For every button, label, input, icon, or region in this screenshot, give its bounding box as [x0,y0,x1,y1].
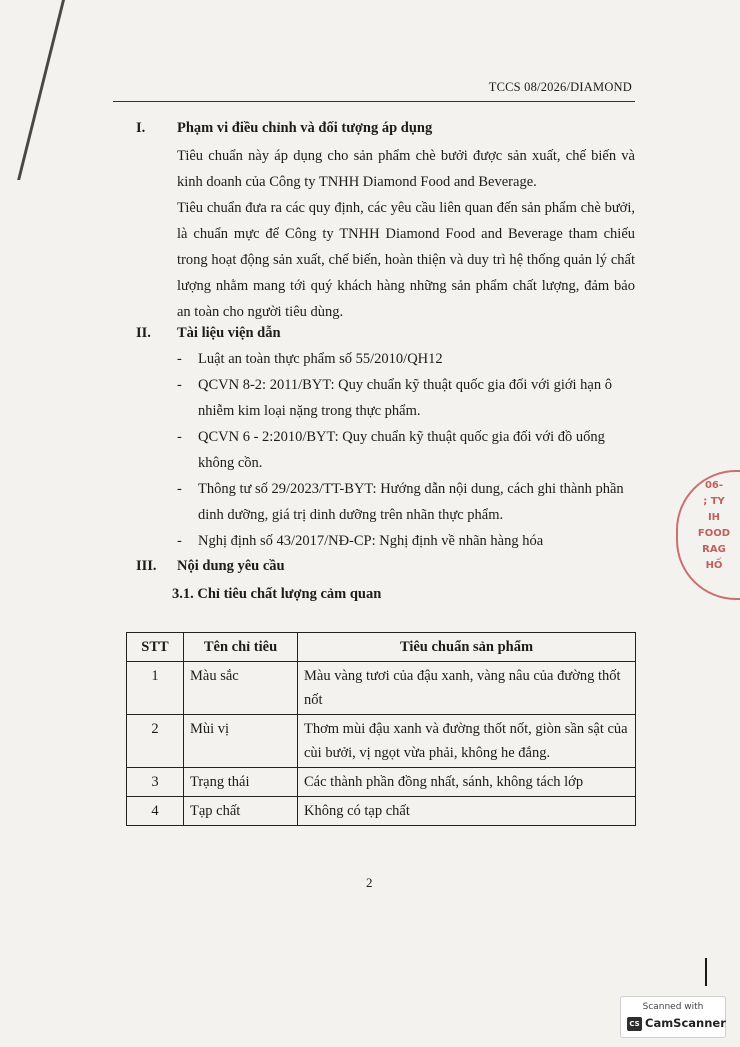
reference-item: QCVN 6 - 2:2010/BYT: Quy chuẩn kỹ thuật quốc gia đối với đồ uống không cồn. [198,429,605,471]
stamp-line: 06- [704,480,724,491]
stamp-line: ; TY [703,496,725,507]
section-1-paragraph-1: Tiêu chuẩn này áp dụng cho sản phẩm chè bưởi được sản xuất, chế biến và kinh doanh của Công ty TNHH Diamond Food and Beverage. [177,148,635,190]
camscanner-watermark [620,996,726,1038]
stamp-line: IH [707,512,721,523]
cell-standard: Màu vàng tươi của đậu xanh, vàng nâu của đường thốt nốt [298,662,636,715]
stamp-line: FOOD [697,528,731,539]
cell-standard: Không có tạp chất [298,797,636,826]
header-rule [113,101,635,102]
reference-item: Luật an toàn thực phẩm số 55/2010/QH12 [198,351,443,367]
header-standard: Tiêu chuẩn sản phẩm [298,633,636,662]
scan-artifact-bar [705,958,707,986]
bullet-mark: - [177,377,182,393]
section-3-title: Nội dung yêu cầu [177,558,285,574]
section-2-title: Tài liệu viện dẫn [177,325,281,341]
watermark-caption: Scanned with [642,1002,704,1012]
cell-standard: Các thành phần đồng nhất, sánh, không tách lớp [298,768,636,797]
section-1-title: Phạm vi điều chỉnh và đối tượng áp dụng [177,120,433,136]
cell-criterion: Tạp chất [184,797,298,826]
watermark-brand: CamScanner [645,1016,726,1030]
section-1-paragraph-2: Tiêu chuẩn đưa ra các quy định, các yêu cầu liên quan đến sản phẩm chè bưởi, là chuẩn mực để Công ty TNHH Diamond Food and Beverage tham chiếu trong hoạt động sản xuất, chế biến, hoàn thiện và duy trì hệ thống quản lý chất lượng nhằm mang tới quý khách hàng những sản phẩm chất lượng, đảm bảo an toàn cho người tiêu dùng. [177,200,635,320]
header-criterion: Tên chỉ tiêu [184,633,298,662]
cell-criterion: Mùi vị [184,715,298,768]
section-3-number: III. [136,558,157,574]
cell-stt: 4 [127,797,184,826]
document-code: TCCS 08/2026/DIAMOND [488,80,632,94]
cell-criterion: Màu sắc [184,662,298,715]
stamp-line: RAG [702,544,726,555]
section-1-number: I. [136,120,146,136]
reference-item: Thông tư số 29/2023/TT-BYT: Hướng dẫn nội dung, cách ghi thành phần dinh dưỡng, giá trị dinh dưỡng trên nhãn thực phẩm. [198,481,624,523]
table-row [127,768,636,797]
cell-standard: Thơm mùi đậu xanh và đường thốt nốt, giòn sần sật của cùi bưởi, vị ngọt vừa phải, không he đắng. [298,715,636,768]
stamp-text [688,478,740,574]
table-row [127,715,636,768]
table-row [127,662,636,715]
page-number: 2 [366,875,373,890]
bullet-mark: - [177,533,182,549]
cell-stt: 2 [127,715,184,768]
table-row [127,797,636,826]
company-stamp [672,470,740,600]
cell-criterion: Trạng thái [184,768,298,797]
table-header-row [127,633,636,662]
reference-item: QCVN 8-2: 2011/BYT: Quy chuẩn kỹ thuật quốc gia đối với giới hạn ô nhiễm kim loại nặng trong thực phẩm. [198,377,612,419]
sensory-criteria-table [126,632,636,826]
header-stt: STT [127,633,184,662]
stamp-line: HỐ [705,560,723,571]
scan-page-edge [17,0,105,180]
cell-stt: 1 [127,662,184,715]
section-2-number: II. [136,325,151,341]
bullet-mark: - [177,351,182,367]
reference-item: Nghị định số 43/2017/NĐ-CP: Nghị định về nhãn hàng hóa [198,533,544,549]
subsection-title: 3.1. Chỉ tiêu chất lượng cảm quan [172,586,382,602]
cell-stt: 3 [127,768,184,797]
bullet-mark: - [177,429,182,445]
camscanner-logo-icon: CS [627,1017,642,1031]
bullet-mark: - [177,481,182,497]
